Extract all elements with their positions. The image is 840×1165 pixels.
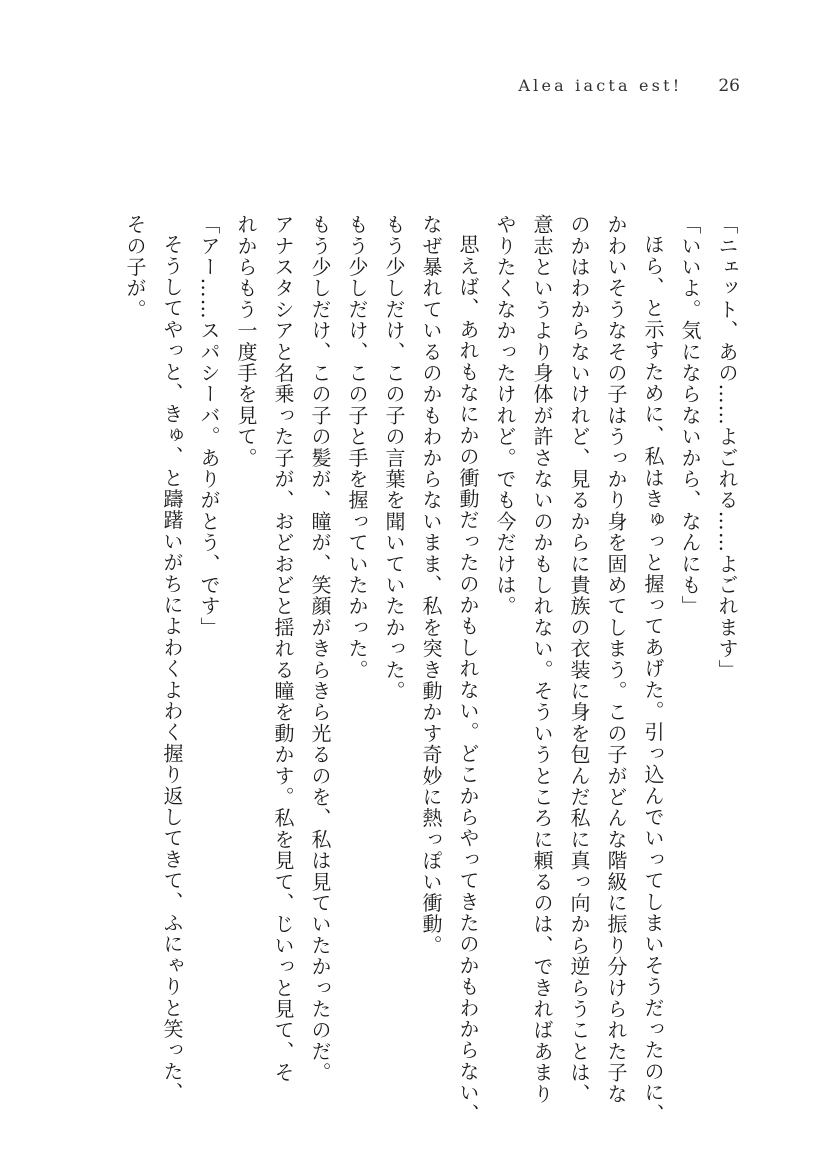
text-line: もう少しだけ、この子の言葉を聞いていたかった。 (382, 214, 406, 702)
text-line: もう少しだけ、この子と手を握っていたかった。 (345, 214, 369, 681)
text-line: もう少しだけ、この子の髪が、瞳が、笑顔がきらきら光るのを、私は見ていたかったのだ。 (308, 214, 332, 1084)
text-line: のかはわからないけれど、見るからに貴族の衣装に身を包んだ私に真っ向から逆らうことは、 (567, 214, 591, 1105)
text-line: その子が。 (123, 214, 147, 320)
text-line: 「アー……スパシーバ。ありがとう、です」 (197, 214, 221, 638)
running-header (518, 76, 740, 96)
text-line: 意志というより身体が許さないのかもしれない。そういうところに頼るのは、できればあまり (530, 214, 554, 1105)
page-number: 26 (718, 76, 740, 96)
book-title: Alea iacta est! (518, 76, 683, 95)
text-line: ほら、と示すために、私はきゅっと握ってあげた。引っ込んでいってしまいそうだったのに、 (641, 234, 665, 1125)
text-line: 思えば、あれもなにかの衝動だったのかもしれない。どこからやってきたのかもわからない、 (456, 234, 480, 1125)
text-line: れからもう一度手を見て。 (234, 214, 258, 469)
text-line: 「ニェット、あの……よごれる……よごれます」 (715, 214, 739, 681)
text-line: 「いいよ。気にならないから、なんにも」 (678, 214, 702, 617)
text-line: そうしてやっと、きゅ、と躊躇いがちによわくよわく握り返してきて、ふにゃりと笑った、 (160, 234, 184, 1104)
text-line: アナスタシアと名乗った子が、おどおどと揺れる瞳を動かす。私を見て、じいっと見て、そ (271, 214, 295, 1084)
text-line: かわいそうなその子はうっかり身を固めてしまう。この子がどんな階級に振り分けられた子な (604, 214, 628, 1105)
text-line: やりたくなかったけれど。でも今だけは。 (493, 214, 517, 617)
text-line: なぜ暴れているのかもわからないまま、私を突き動かす奇妙に熱っぽい衝動。 (419, 214, 443, 956)
vertical-body-text (116, 214, 745, 1125)
